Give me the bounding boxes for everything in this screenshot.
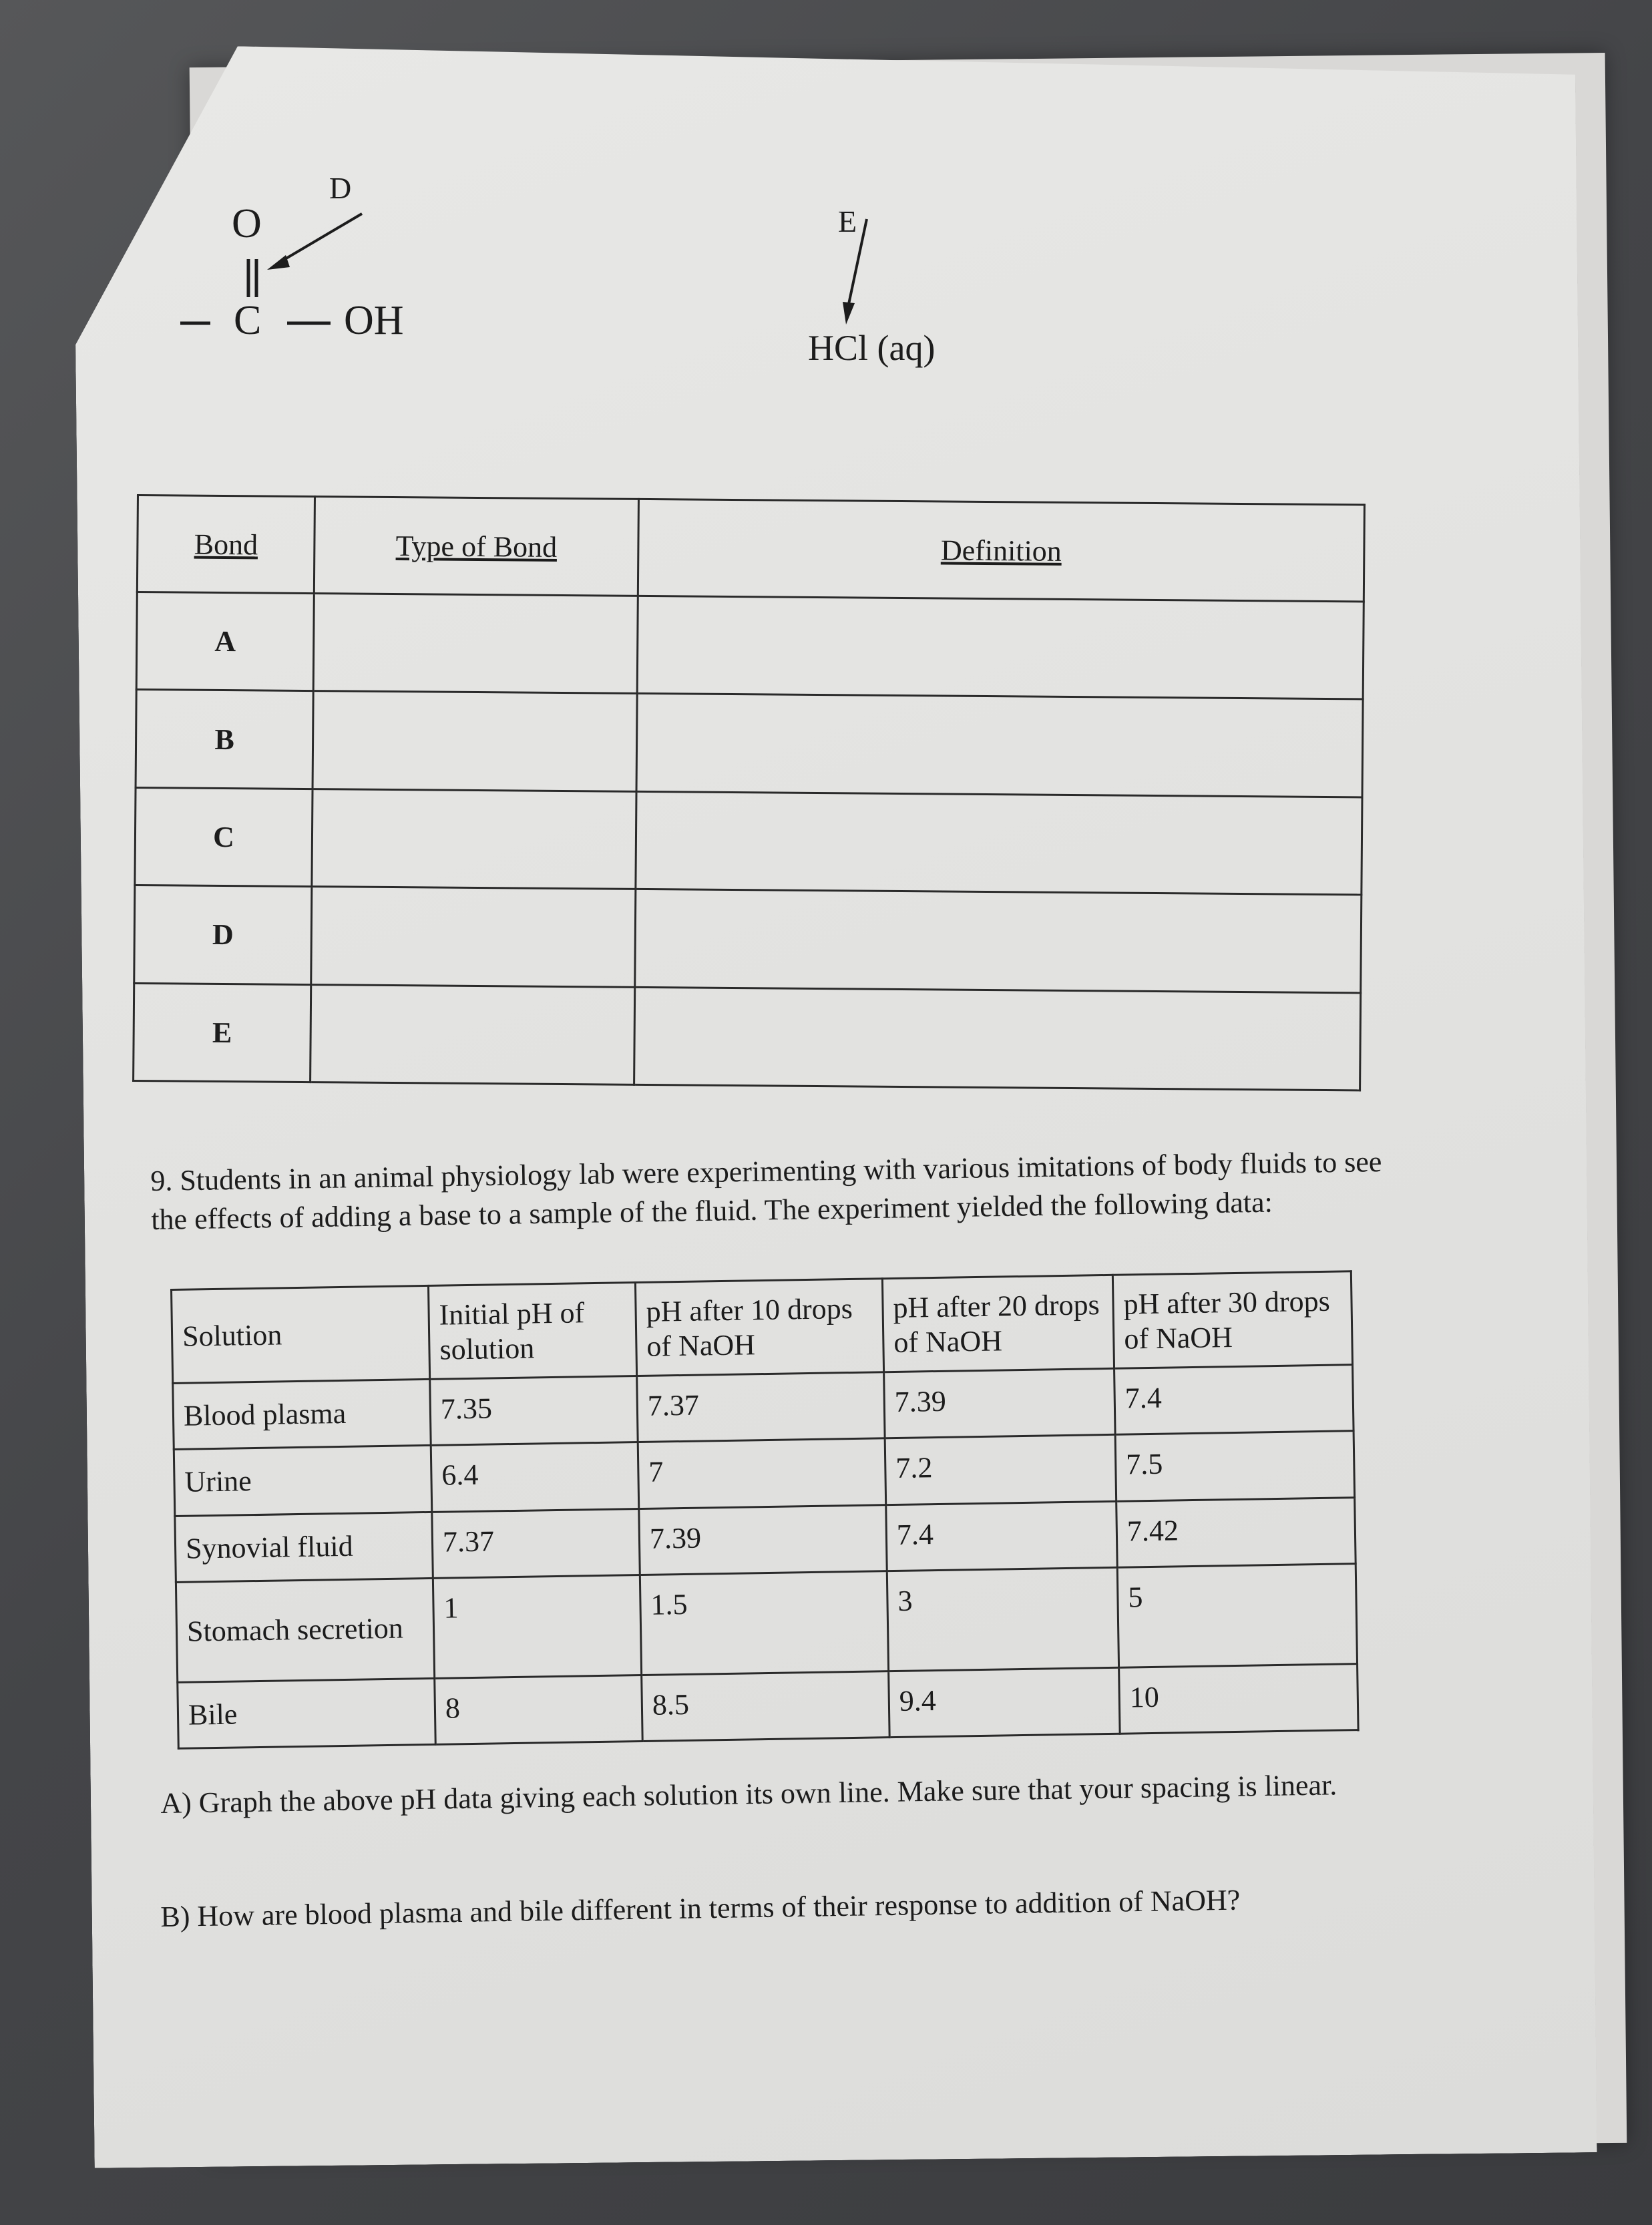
oxygen-atom: O	[232, 201, 262, 246]
definition-header: Definition	[638, 499, 1364, 602]
part-a-prompt: A) Graph the above pH data giving each solution its own line. Make sure that your spacing is linear.	[160, 1768, 1337, 1820]
solution-cell: Urine	[174, 1446, 432, 1516]
type-cell-e[interactable]	[311, 984, 635, 1084]
bond-label-b: B	[136, 690, 313, 789]
hydroxyl-group: OH	[344, 298, 404, 343]
ph-10-cell: 7	[638, 1438, 886, 1508]
arrow-e	[828, 214, 881, 327]
bond-label-e: E	[134, 983, 311, 1082]
ph-20-cell: 9.4	[889, 1667, 1120, 1738]
solution-cell: Stomach secretion	[176, 1578, 434, 1682]
question-line-1: 9. Students in an animal physiology lab were experimenting with various imitations of body fluids to see	[150, 1145, 1382, 1197]
ph-data-table	[170, 1270, 1360, 1750]
ph-30-cell: 7.5	[1115, 1431, 1355, 1501]
initial-ph-cell: 7.37	[432, 1508, 640, 1578]
definition-cell-e[interactable]	[634, 987, 1361, 1090]
initial-ph-cell: 6.4	[431, 1442, 639, 1512]
header-ph-30-drops: pH after 30 drops of NaOH	[1112, 1271, 1352, 1369]
header-solution: Solution	[172, 1285, 430, 1383]
question-line-2: the effects of adding a base to a sample of the fluid. The experiment yielded the following data:	[150, 1185, 1273, 1236]
type-cell-d[interactable]	[311, 887, 636, 987]
ph-10-cell: 8.5	[642, 1671, 890, 1741]
label-d: D	[329, 171, 352, 205]
ph-20-cell: 7.4	[886, 1501, 1118, 1571]
ph-10-cell: 7.39	[639, 1504, 887, 1575]
type-cell-a[interactable]	[313, 594, 638, 694]
bond-label-d: D	[134, 885, 312, 984]
bond-table	[132, 494, 1366, 1091]
part-b-prompt: B) How are blood plasma and bile different in terms of their response to addition of NaOH?	[160, 1883, 1241, 1933]
hcl-label: HCl (aq)	[808, 328, 936, 368]
label-e: E	[838, 204, 857, 238]
ph-20-cell: 7.2	[885, 1435, 1116, 1505]
initial-ph-cell: 8	[435, 1675, 643, 1744]
definition-cell-d[interactable]	[635, 889, 1362, 993]
ph-10-cell: 1.5	[640, 1571, 888, 1675]
solution-cell: Blood plasma	[173, 1379, 431, 1449]
ph-30-cell: 5	[1117, 1563, 1357, 1667]
definition-cell-b[interactable]	[636, 694, 1363, 797]
ph-30-cell: 7.4	[1114, 1365, 1354, 1435]
table-row	[176, 1563, 1357, 1682]
ph-20-cell: 7.39	[884, 1368, 1116, 1438]
header-initial-ph: Initial pH of solution	[428, 1283, 636, 1380]
ph-30-cell: 7.42	[1116, 1497, 1356, 1567]
header-ph-10-drops: pH after 10 drops of NaOH	[635, 1279, 883, 1376]
initial-ph-cell: 1	[433, 1575, 641, 1678]
bond-label-a: A	[136, 592, 314, 691]
carbon-atom: C	[234, 298, 262, 343]
solution-cell: Synovial fluid	[175, 1512, 433, 1582]
type-cell-b[interactable]	[313, 691, 637, 791]
bond-label-c: C	[135, 787, 313, 886]
ph-10-cell: 7.37	[637, 1372, 885, 1442]
bond-header: Bond	[137, 495, 315, 594]
solution-cell: Bile	[178, 1678, 436, 1748]
ph-30-cell: 10	[1119, 1663, 1359, 1734]
ph-20-cell: 3	[887, 1567, 1118, 1671]
type-cell-c[interactable]	[312, 789, 636, 889]
type-header: Type of Bond	[314, 497, 638, 596]
header-ph-20-drops: pH after 20 drops of NaOH	[882, 1275, 1114, 1372]
definition-cell-c[interactable]	[636, 791, 1362, 895]
initial-ph-cell: 7.35	[430, 1376, 638, 1446]
definition-cell-a[interactable]	[637, 596, 1364, 699]
